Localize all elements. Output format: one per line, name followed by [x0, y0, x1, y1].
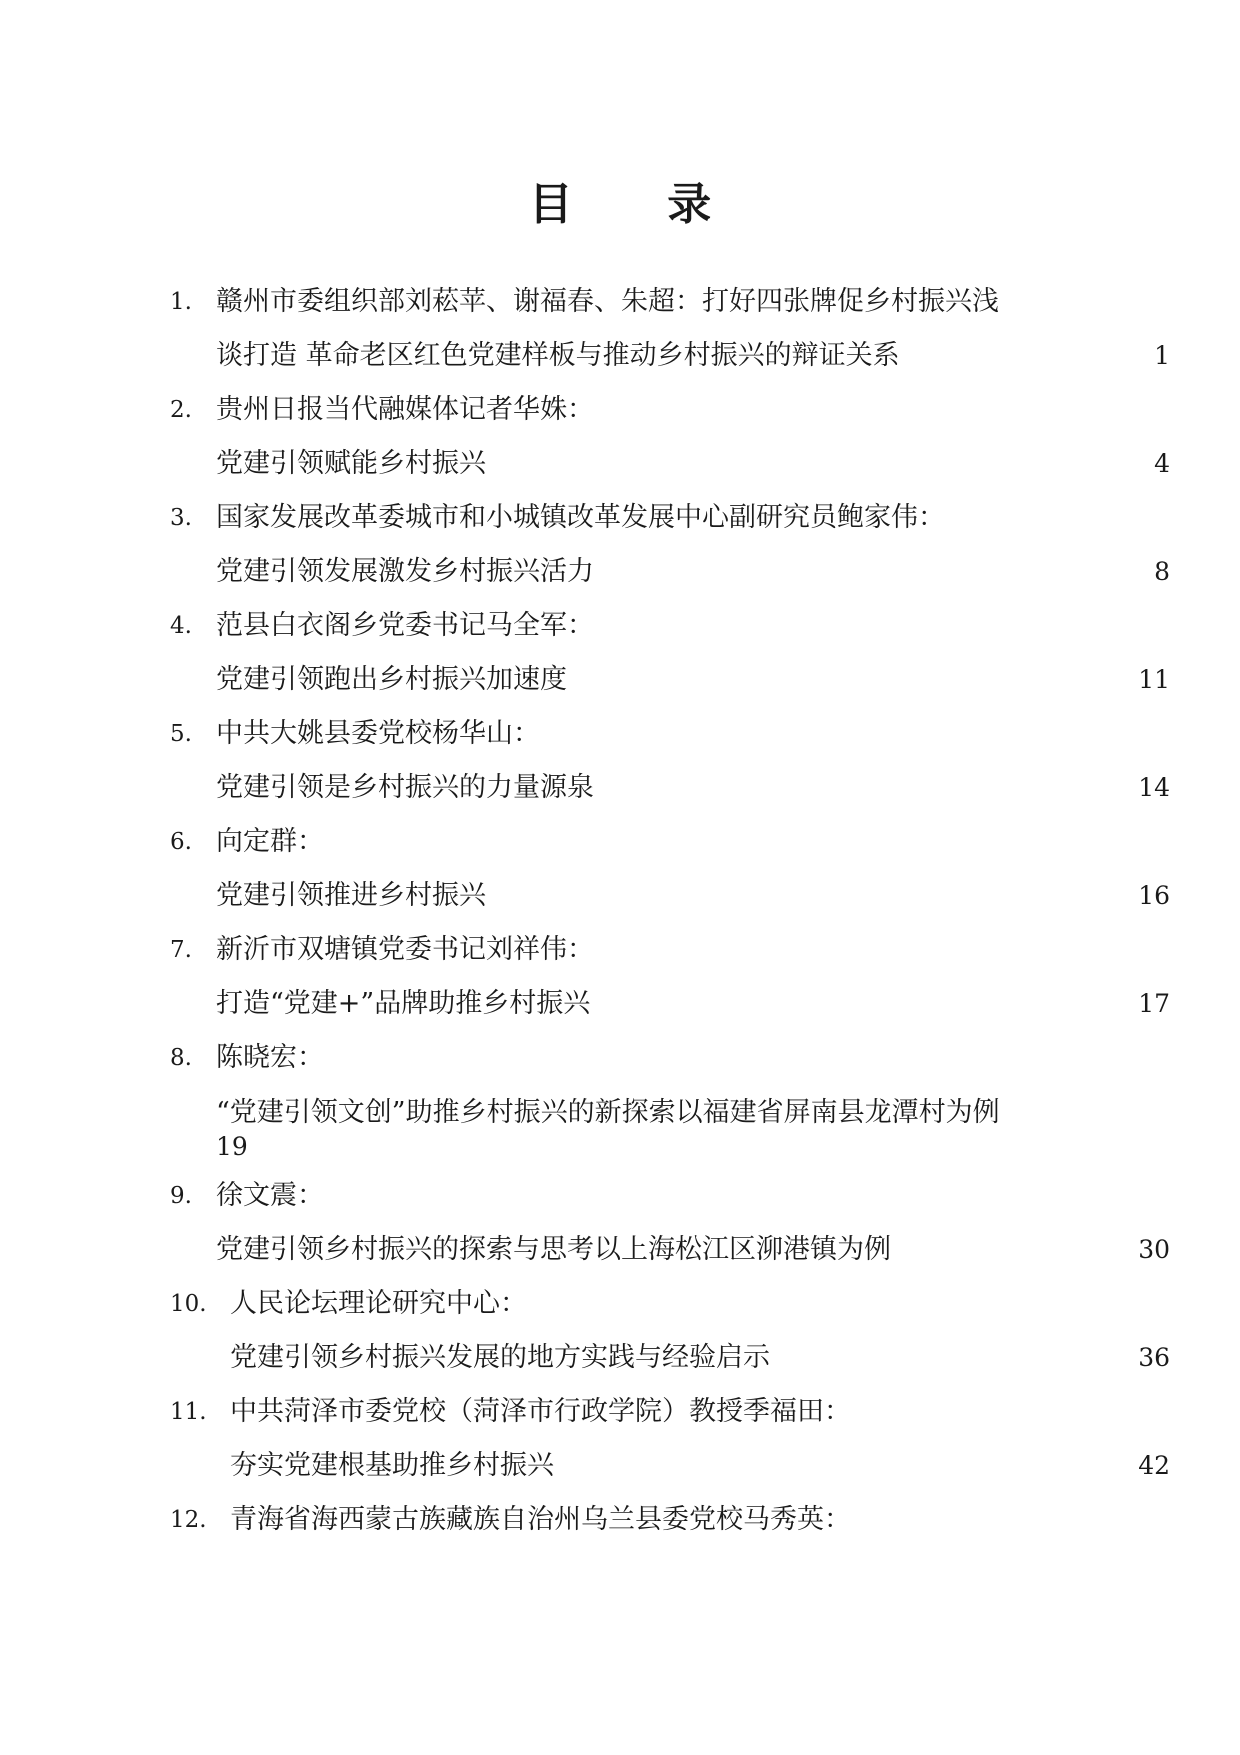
toc-title: 目 录 [528, 179, 751, 230]
entry-number: 4. [170, 613, 192, 639]
entry-number: 1. [170, 289, 192, 315]
entry-number: 8. [170, 1045, 192, 1071]
toc-entry-author [170, 714, 1170, 768]
toc-entry-topic [170, 768, 1170, 822]
entry-topic: 党建引领发展激发乡村振兴活力 [216, 556, 594, 587]
entry-number: 2. [170, 397, 192, 423]
toc-entry-topic [170, 876, 1170, 930]
entry-author: 向定群： [216, 826, 324, 857]
entry-topic: 党建引领跑出乡村振兴加速度 [216, 664, 567, 695]
toc-entry-author [170, 606, 1170, 660]
entry-page: 8 [1154, 557, 1170, 586]
toc-entry-topic [170, 1230, 1170, 1284]
entry-number: 9. [170, 1183, 192, 1209]
entry-author: 赣州市委组织部刘菘苹、谢福春、朱超：打好四张牌促乡村振兴浅 [216, 286, 999, 317]
toc-entry-author [170, 1038, 1170, 1092]
entry-topic: 党建引领乡村振兴发展的地方实践与经验启示 [230, 1342, 770, 1373]
toc-entry-author [170, 1500, 1170, 1554]
entry-page: 36 [1138, 1343, 1170, 1372]
entry-page: 11 [1138, 665, 1170, 694]
toc-entry-topic [170, 444, 1170, 498]
entry-number: 3. [170, 505, 192, 531]
entry-page: 16 [1138, 881, 1170, 910]
entry-author: 陈晓宏： [216, 1042, 324, 1073]
entry-number: 5. [170, 721, 192, 747]
toc-entry-author [170, 390, 1170, 444]
entry-author: 新沂市双塘镇党委书记刘祥伟： [216, 934, 594, 965]
toc-entry-topic [170, 336, 1170, 390]
entry-number: 11. [170, 1399, 207, 1425]
entry-topic: 谈打造 革命老区红色党建样板与推动乡村振兴的辩证关系 [216, 340, 900, 371]
entry-author: 中共菏泽市委党校（菏泽市行政学院）教授季福田： [230, 1396, 851, 1427]
entry-page: 14 [1138, 773, 1170, 802]
entry-author: 徐文震： [216, 1180, 324, 1211]
entry-page: 4 [1154, 449, 1170, 478]
toc-entry-topic [170, 1338, 1170, 1392]
toc-entry-topic [170, 1446, 1170, 1500]
entry-author: 范县白衣阁乡党委书记马全军： [216, 610, 594, 641]
entry-topic: 夯实党建根基助推乡村振兴 [230, 1450, 554, 1481]
entry-page: 1 [1154, 341, 1170, 370]
table-of-contents [170, 282, 1170, 1554]
entry-topic: 党建引领是乡村振兴的力量源泉 [216, 772, 594, 803]
entry-page: 30 [1138, 1235, 1170, 1264]
toc-entry-topic [170, 1092, 1170, 1176]
entry-page: 17 [1138, 989, 1170, 1018]
entry-number: 10. [170, 1291, 207, 1317]
entry-topic-text: “党建引领文创”助推乡村振兴的新探索以福建省屏南县龙潭村为例 [216, 1097, 1000, 1128]
toc-entry-topic [170, 552, 1170, 606]
toc-entry-author [170, 930, 1170, 984]
entry-author: 中共大姚县委党校杨华山： [216, 718, 540, 749]
toc-entry-author [170, 1176, 1170, 1230]
entry-topic: 党建引领乡村振兴的探索与思考以上海松江区泖港镇为例 [216, 1234, 891, 1265]
toc-entry-topic [170, 984, 1170, 1038]
entry-author: 青海省海西蒙古族藏族自治州乌兰县委党校马秀英： [230, 1504, 851, 1535]
entry-topic [216, 1096, 1000, 1164]
entry-topic: 党建引领赋能乡村振兴 [216, 448, 486, 479]
entry-topic: 党建引领推进乡村振兴 [216, 880, 486, 911]
toc-entry-author [170, 282, 1170, 336]
entry-number: 6. [170, 829, 192, 855]
entry-author: 人民论坛理论研究中心： [230, 1288, 527, 1319]
entry-number: 7. [170, 937, 192, 963]
entry-number: 12. [170, 1507, 207, 1533]
entry-page: 42 [1138, 1451, 1170, 1480]
toc-entry-author [170, 498, 1170, 552]
entry-author: 贵州日报当代融媒体记者华姝： [216, 394, 594, 425]
toc-entry-topic [170, 660, 1170, 714]
entry-topic: 打造“党建+”品牌助推乡村振兴 [216, 988, 591, 1019]
toc-entry-author [170, 1392, 1170, 1446]
entry-author: 国家发展改革委城市和小城镇改革发展中心副研究员鲍家伟： [216, 502, 945, 533]
toc-entry-author [170, 822, 1170, 876]
toc-entry-author [170, 1284, 1170, 1338]
entry-page: 19 [216, 1132, 248, 1161]
